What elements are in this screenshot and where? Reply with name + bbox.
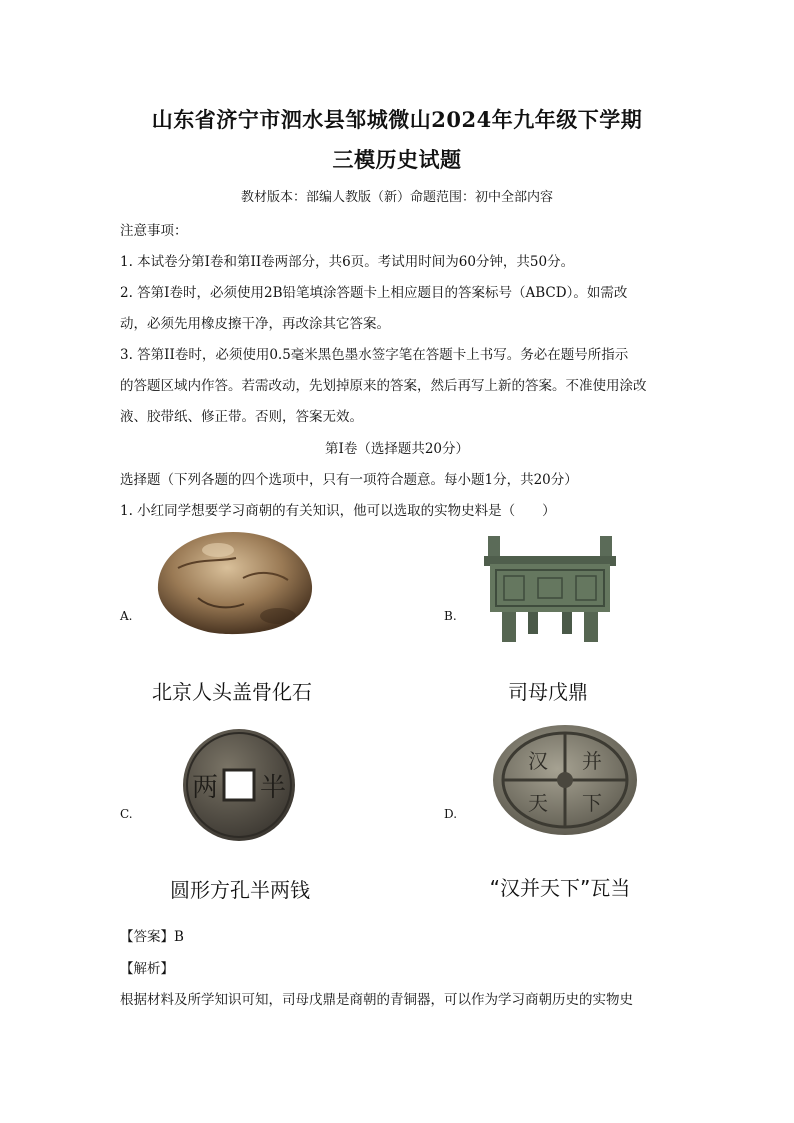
notice-item-2a: 2. 答第Ⅰ卷时，必须使用2B铅笔填涂答题卡上相应题目的答案标号（ABCD）。如需改 [120,285,628,301]
exam-title-line1: 山东省济宁市泗水县邹城微山2024年九年级下学期 [151,107,643,132]
notice-item-3c: 液、胶带纸、修正带。否则，答案无效。 [120,409,363,425]
analysis-heading: 【解析】 [120,961,174,977]
tile-char-4: 下 [582,791,602,815]
section-title: 第Ⅰ卷（选择题共20分） [324,441,469,457]
notice-item-3b: 的答题区域内作答。若需改动，先划掉原来的答案，然后再写上新的答案。不准使用涂改 [120,378,647,394]
coin-char-left: 两 [191,773,219,803]
option-c-letter: C. [120,807,133,821]
edition-info: 教材版本：部编人教版（新）命题范围：初中全部内容 [240,190,553,205]
tile-char-3: 天 [528,791,548,815]
option-a-letter: A. [120,609,133,623]
option-b-caption: 司母戊鼎 [508,680,588,704]
analysis-text: 根据材料及所学知识可知，司母戊鼎是商朝的青铜器，可以作为学习商朝历史的实物史 [120,992,633,1008]
notice-item-2b: 动，必须先用橡皮擦干净，再改涂其它答案。 [120,316,390,332]
coin-char-right: 半 [259,773,287,803]
question-1-stem: 1. 小红同学想要学习商朝的有关知识，他可以选取的实物史料是（ ） [120,503,556,519]
tile-char-1: 汉 [528,749,548,773]
notice-heading: 注意事项： [120,223,188,239]
notice-item-3a: 3. 答第II卷时，必须使用0.5毫米黑色墨水签字笔在答题卡上书写。务必在题号所指示 [120,347,629,363]
answer-label: 【答案】B [120,929,184,945]
section-instruction: 选择题（下列各题的四个选项中，只有一项符合题意。每小题1分，共20分） [120,472,578,488]
option-a-caption: 北京人头盖骨化石 [152,680,312,704]
notice-item-1: 1. 本试卷分第Ⅰ卷和第II卷两部分，共6页。考试用时间为60分钟，共50分。 [120,254,575,270]
option-b-letter: B. [444,609,457,623]
banliang-coin-image [180,726,298,844]
exam-title-line2: 三模历史试题 [332,147,462,172]
tile-char-2: 并 [582,749,602,773]
option-c-caption: 圆形方孔半两钱 [170,878,310,902]
roof-tile-image [490,722,640,838]
option-d-letter: D. [444,807,458,821]
skull-fossil-image [148,528,318,638]
ding-vessel-image [480,530,620,645]
option-d-caption: “汉并天下”瓦当 [489,876,631,900]
